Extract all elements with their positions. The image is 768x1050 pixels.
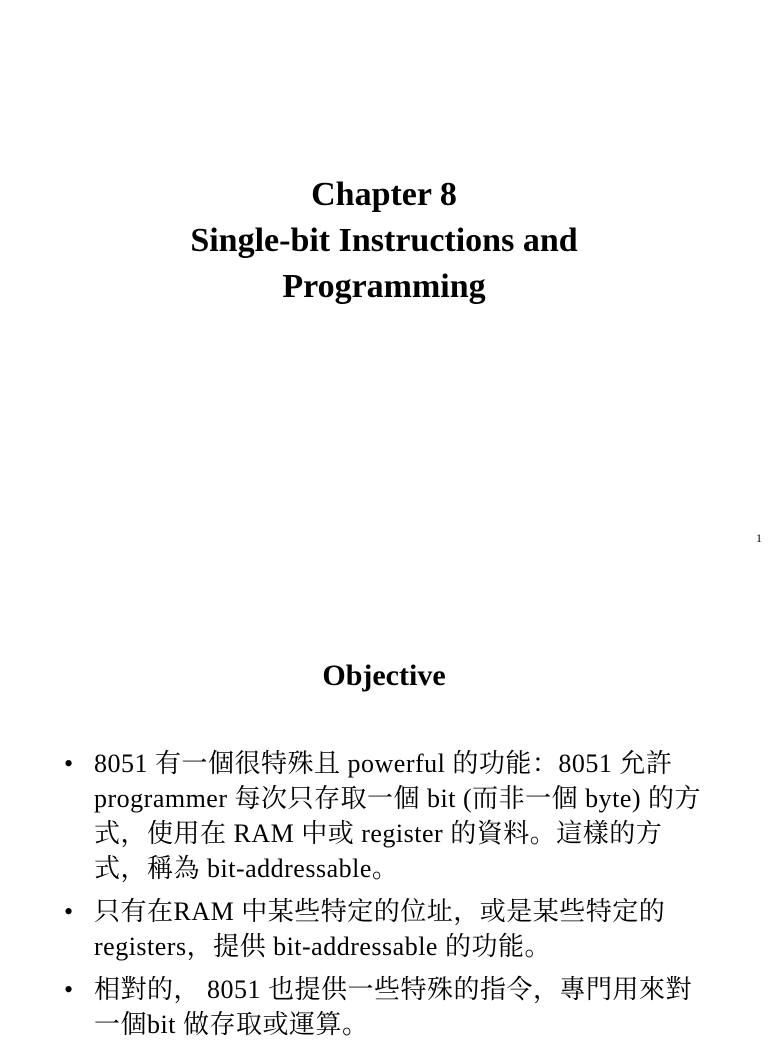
bullet-text: 只有在RAM 中某些特定的位址，或是某些特定的 registers，提供 bit-addressable 的功能。 <box>94 897 666 961</box>
bullet-dot-icon: • <box>64 749 74 778</box>
objective-slide <box>0 560 768 1039</box>
objective-heading: Objective <box>322 659 446 692</box>
slide-title <box>0 172 768 310</box>
bullet-text: 相對的， 8051 也提供一些特殊的指令，專門用來對一個bit 做存取或運算。 <box>94 975 693 1039</box>
bullet-item <box>64 894 714 964</box>
title-line-topic-cont: Programming <box>282 268 486 305</box>
title-line-chapter: Chapter 8 <box>311 176 457 213</box>
title-line-topic: Single-bit Instructions and <box>190 222 578 259</box>
bullet-item <box>64 972 714 1042</box>
objective-bullet-list <box>64 746 714 1050</box>
bullet-text: 8051 有一個很特殊且 powerful 的功能：8051 允許 programmer 每次只存取一個 bit (而非一個 byte) 的方式，使用在 RAM 中或 register 的資料。這樣的方式，稱為 bit-addressable。 <box>94 749 702 883</box>
bullet-item <box>64 746 714 886</box>
page-number: 1 <box>756 531 762 545</box>
bullet-dot-icon: • <box>64 975 74 1004</box>
bullet-dot-icon: • <box>64 897 74 926</box>
